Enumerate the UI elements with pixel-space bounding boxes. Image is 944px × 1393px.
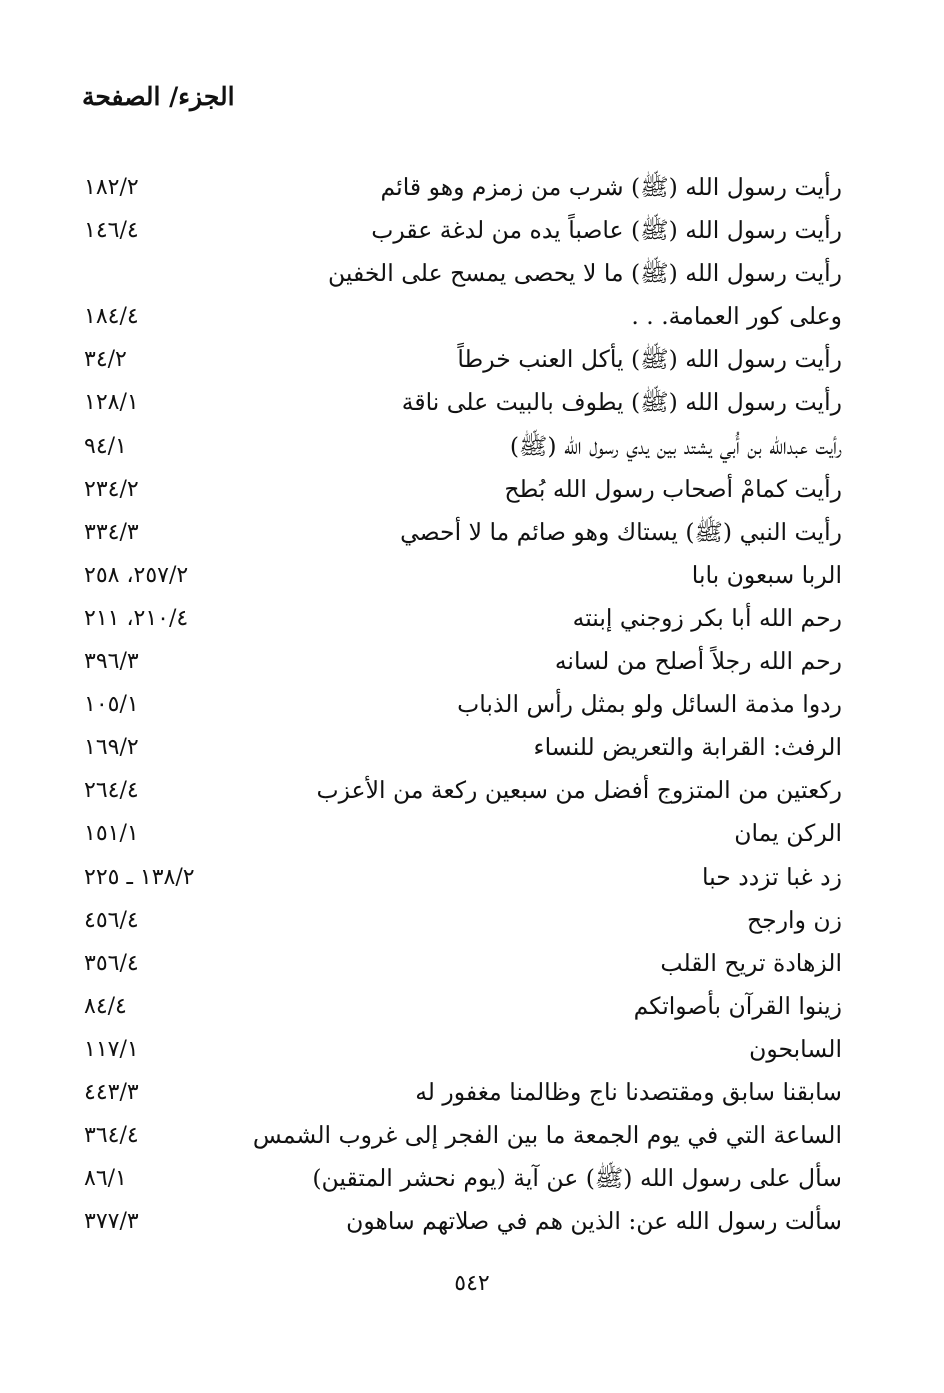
entry-text: رأيت رسول الله (ﷺ) شرب من زمزم وهو قائم <box>380 173 842 201</box>
entry-text: ركعتين من المتزوج أفضل من سبعين ركعة من الأعزب <box>316 776 842 805</box>
entry-reference: ٨٦/١ <box>84 1166 127 1192</box>
index-entry <box>60 1071 850 1114</box>
entry-text: سأل على رسول الله (ﷺ) عن آية (يوم نحشر المتقين) <box>312 1164 842 1193</box>
entry-reference: ٣٣٤/٣ <box>84 519 139 545</box>
index-entry <box>60 381 850 424</box>
index-entry <box>60 1157 850 1200</box>
entry-reference: ٣٩٦/٣ <box>84 649 139 675</box>
entry-text: السابحون <box>749 1034 842 1063</box>
entry-text: سألت رسول الله عن: الذين هم في صلاتهم ساهون <box>346 1207 842 1236</box>
volume-page-column-header: الجزء/ الصفحة <box>82 82 235 111</box>
index-entry <box>60 985 850 1028</box>
page-number: ٥٤٢ <box>454 1271 490 1296</box>
index-entry <box>60 295 850 338</box>
index-entry <box>60 554 850 597</box>
entry-reference: ٢١٠/٤، ٢١١ <box>84 605 189 631</box>
index-entry <box>60 683 850 726</box>
index-entry <box>60 425 850 468</box>
entry-text: وعلى كور العمامة. . . <box>631 302 842 331</box>
entry-text: زينوا القرآن بأصواتكم <box>633 991 842 1020</box>
entry-reference: ١٢٨/١ <box>84 390 139 416</box>
index-entry <box>60 812 850 855</box>
entry-reference: ٤٥٦/٤ <box>84 907 139 933</box>
index-entry <box>60 209 850 252</box>
index-entry <box>60 640 850 683</box>
entry-reference: ١٨٤/٤ <box>84 304 139 330</box>
entry-text: زن وارجح <box>747 905 842 934</box>
hadith-index-list <box>60 166 850 1243</box>
index-entry <box>60 899 850 942</box>
entry-text: الساعة التي في يوم الجمعة ما بين الفجر إلى غروب الشمس <box>252 1121 842 1150</box>
entry-text: ردوا مذمة السائل ولو بمثل رأس الذباب <box>457 690 842 719</box>
entry-reference: ٣٤/٢ <box>84 347 127 373</box>
index-entry <box>60 1028 850 1071</box>
entry-text: الزهادة تريح القلب <box>660 948 842 977</box>
entry-reference: ١١٧/١ <box>84 1036 139 1062</box>
index-entry <box>60 511 850 554</box>
entry-reference: ١٨٢/٢ <box>84 175 139 200</box>
entry-text: رأيت النبي (ﷺ) يستاك وهو صائم ما لا أحصي <box>400 517 842 546</box>
entry-text: رأيت عبدالله بن أُبي يشتد بين يدي رسول الله (ﷺ) <box>509 431 842 460</box>
entry-reference: ٩٤/١ <box>84 433 127 459</box>
entry-reference: ٢٦٤/٤ <box>84 778 139 804</box>
index-entry <box>60 597 850 640</box>
entry-text: الرفث: القرابة والتعريض للنساء <box>533 733 842 762</box>
entry-reference: ١٠٥/١ <box>84 692 139 718</box>
index-entry <box>60 726 850 769</box>
entry-reference: ٨٤/٤ <box>84 993 127 1019</box>
entry-text: رأيت كمامْ أصحاب رسول الله بُطح <box>504 474 842 503</box>
index-entry <box>60 856 850 899</box>
entry-text: رأيت رسول الله (ﷺ) يطوف بالبيت على ناقة <box>401 388 842 417</box>
index-entry <box>60 942 850 985</box>
entry-reference: ١٣٨/٢ ـ ٢٢٥ <box>84 864 195 890</box>
index-entry <box>60 1114 850 1157</box>
entry-text: رأيت رسول الله (ﷺ) يأكل العنب خرطاً <box>457 345 842 374</box>
index-entry <box>60 1200 850 1243</box>
entry-text: رحم الله أبا بكر زوجني إبنته <box>572 603 842 632</box>
entry-reference: ١٦٩/٢ <box>84 735 139 761</box>
index-entry <box>60 338 850 381</box>
index-entry <box>60 769 850 812</box>
entry-reference: ٣٥٦/٤ <box>84 950 139 976</box>
entry-text: الربا سبعون بابا <box>691 560 842 589</box>
entry-text: زد غبا تزدد حبا <box>702 862 842 891</box>
entry-text: سابقنا سابق ومقتصدنا ناج وظالمنا مغفور له <box>415 1077 842 1106</box>
entry-reference: ٣٦٤/٤ <box>84 1123 139 1149</box>
entry-text: رأيت رسول الله (ﷺ) ما لا يحصى يمسح على الخفين <box>328 259 842 288</box>
entry-reference: ٣٧٧/٣ <box>84 1209 139 1235</box>
entry-reference: ٢٣٤/٢ <box>84 476 139 502</box>
index-entry <box>60 468 850 511</box>
index-entry <box>60 252 850 295</box>
entry-text: الركن يمان <box>734 819 842 848</box>
index-entry <box>60 166 850 209</box>
entry-reference: ١٥١/١ <box>84 821 139 847</box>
entry-reference: ٢٥٧/٢، ٢٥٨ <box>84 562 189 588</box>
entry-text: رحم الله رجلاً أصلح من لسانه <box>554 647 842 676</box>
entry-reference: ٤٤٣/٣ <box>84 1079 139 1105</box>
entry-reference: ١٤٦/٤ <box>84 218 139 244</box>
entry-text: رأيت رسول الله (ﷺ) عاصباً يده من لدغة عقرب <box>371 216 842 245</box>
